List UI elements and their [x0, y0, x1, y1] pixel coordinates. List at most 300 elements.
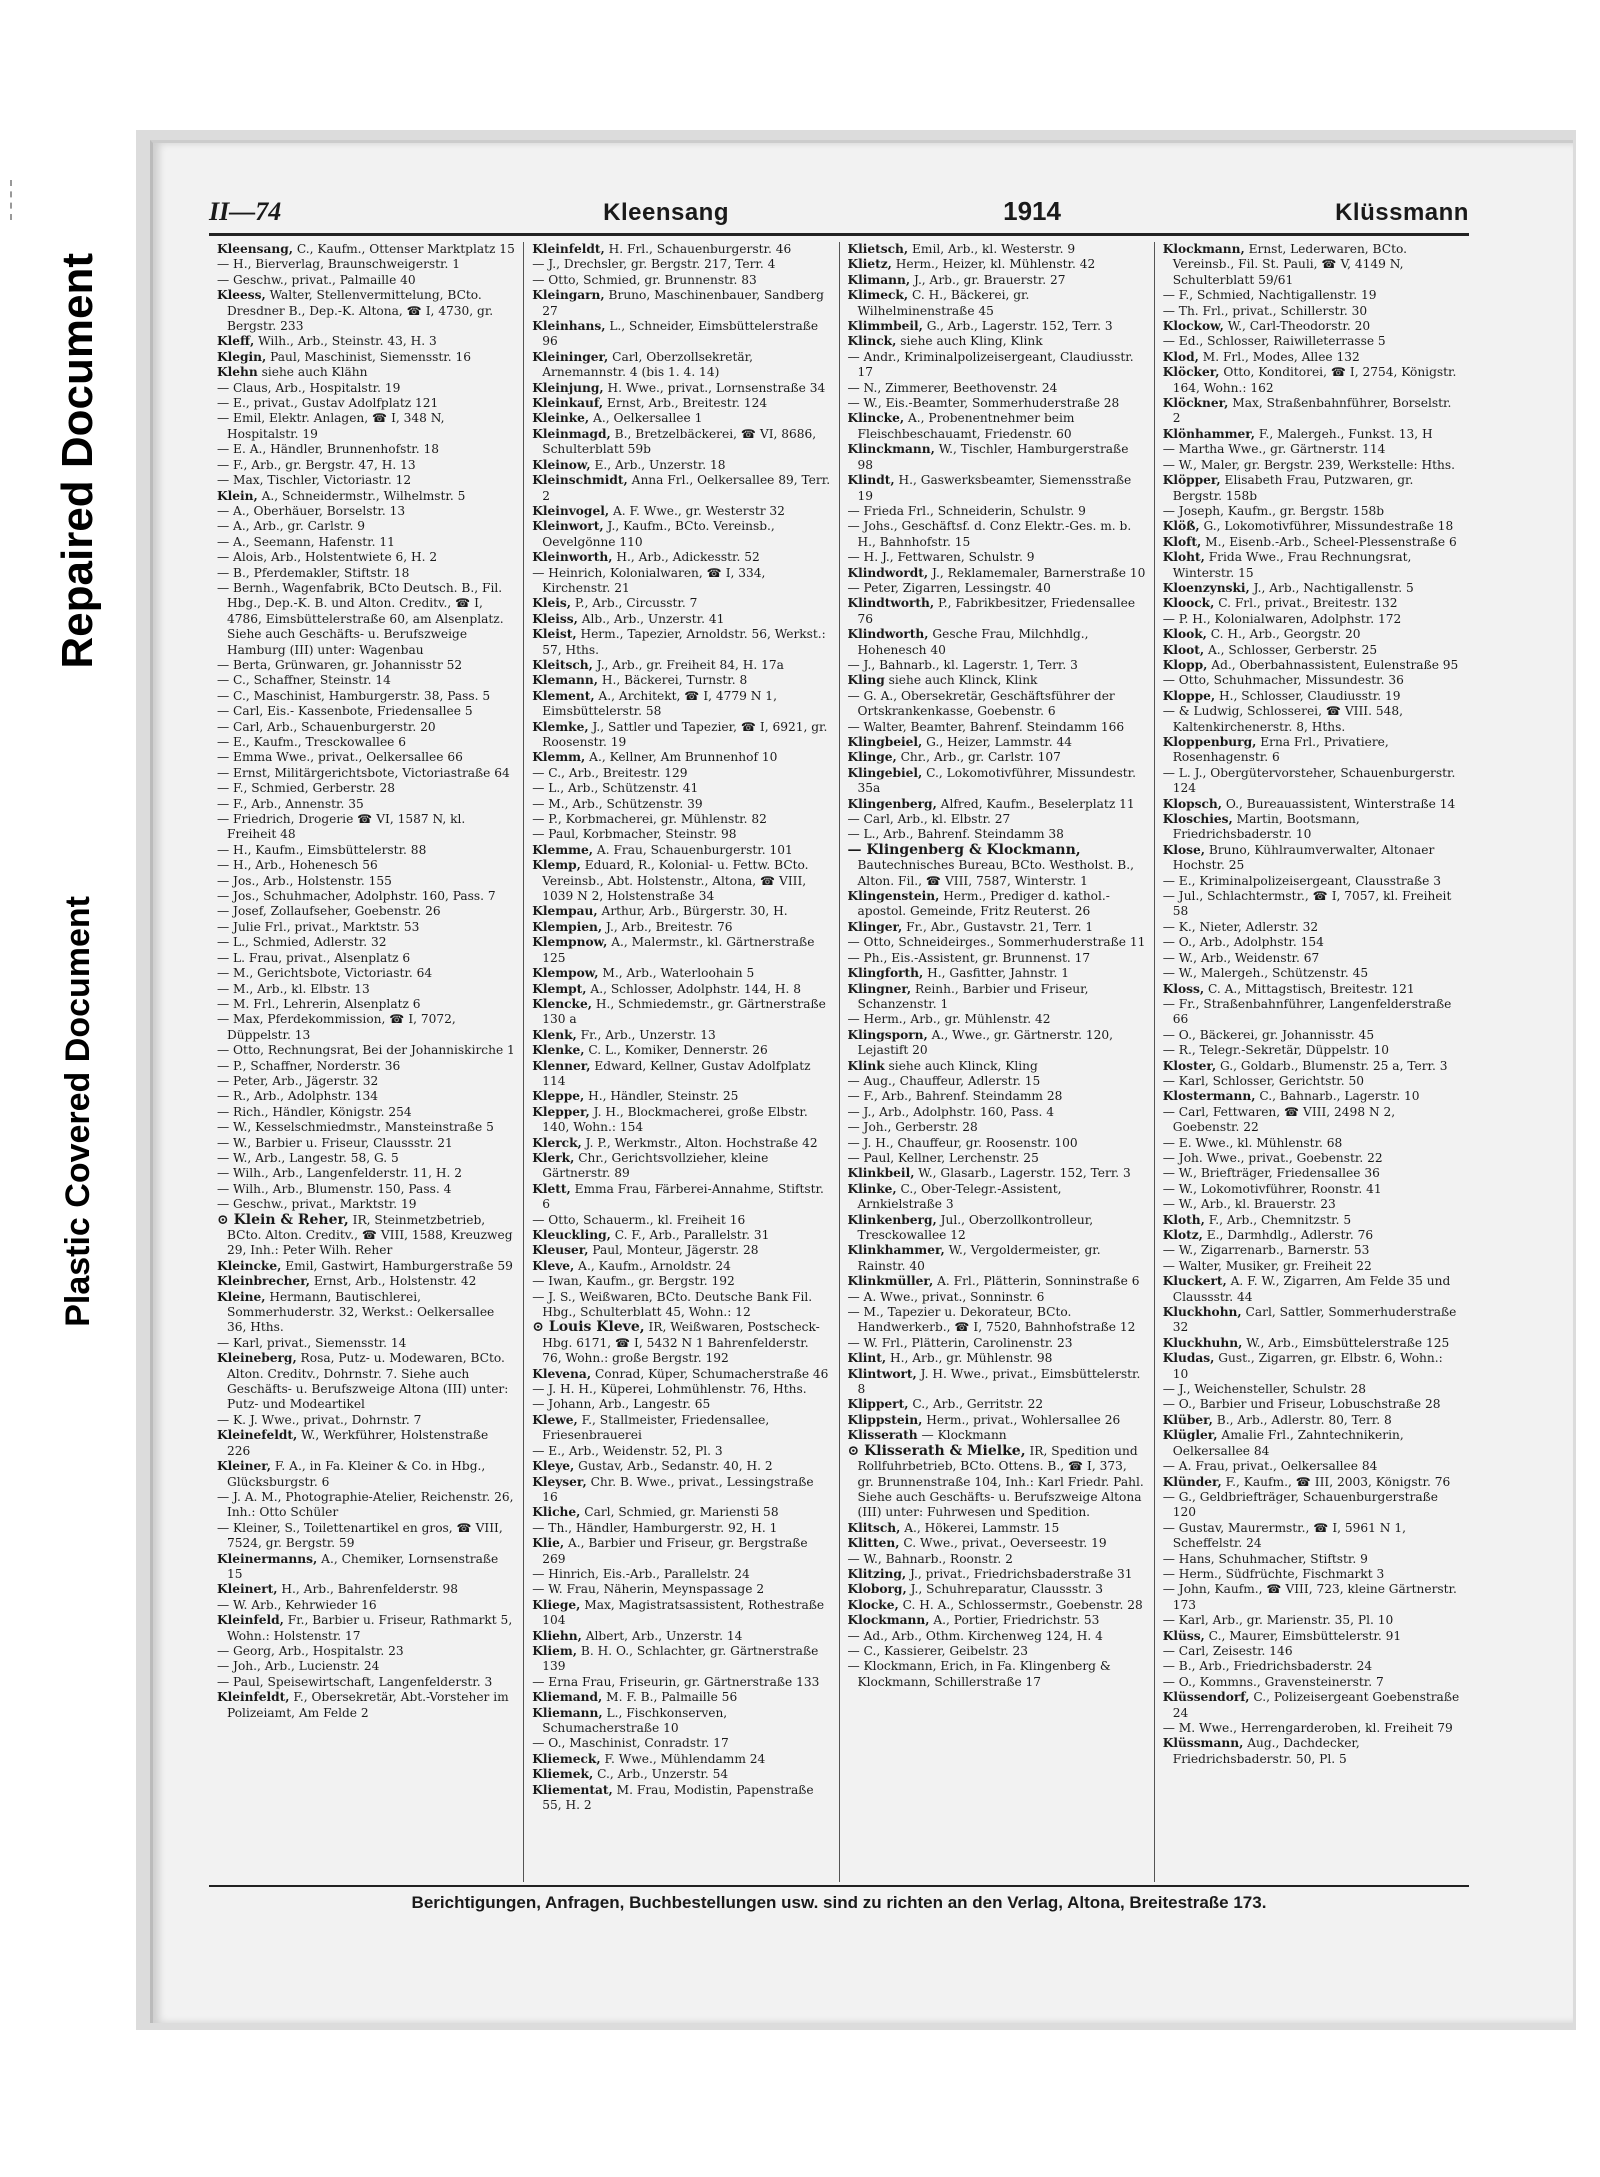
entry-details: — Rich., Händler, Königstr. 254	[217, 1104, 412, 1119]
directory-entry	[848, 1413, 1146, 1428]
entry-details: — J. H. H., Küperei, Lohmühlenstr. 76, Hths.	[532, 1382, 807, 1397]
entry-details: — W., Briefträger, Friedensallee 36	[1162, 1166, 1380, 1181]
entry-details: — J., Weichensteller, Schulstr. 28	[1162, 1382, 1367, 1397]
entry-details: C. F., Arb., Parallelstr. 31	[610, 1228, 770, 1242]
entry-details: Jul., Oberzollkontrolleur, Tresckowallee 12	[857, 1212, 1094, 1242]
entry-details: J., Arb., gr. Freiheit 84, H. 17a	[592, 657, 784, 672]
entry-details: — Carl, Arb., kl. Elbstr. 27	[847, 812, 1011, 827]
entry-details: A., Oelkersallee 1	[589, 411, 703, 426]
entry-details: Otto, Konditorei, ☎ I, 2754, Königstr. 164, Wohn.: 162	[1172, 365, 1457, 395]
directory-entry	[848, 334, 1146, 349]
entry-details: Gesche Frau, Milchhdlg., Hohenesch 40	[857, 627, 1089, 657]
entry-details: M. Frl., Modes, Allee 132	[1198, 349, 1360, 364]
entry-surname: Kleensang,	[217, 242, 293, 256]
entry-surname: Klitsch,	[847, 1520, 901, 1535]
entry-details: A., Probenentnehmer beim Fleischbeschauamt, Friedenstr. 60	[857, 411, 1075, 441]
entry-surname: Kloth,	[1162, 1212, 1205, 1227]
entry-details: Reinh., Barbier und Friseur, Schanzenstr. 1	[857, 981, 1089, 1011]
entry-surname: Kleinermanns,	[217, 1551, 318, 1566]
entry-details: Emil, Arb., kl. Westerstr. 9	[908, 242, 1076, 256]
entry-surname: Klempien,	[532, 919, 603, 934]
directory-entry	[532, 381, 830, 396]
entry-details: — R., Telegr.-Sekretär, Düppelstr. 10	[1162, 1043, 1390, 1058]
directory-entry	[1163, 704, 1461, 735]
entry-details: — J., Drechsler, gr. Bergstr. 217, Terr. 4	[532, 257, 776, 272]
entry-details: — Geschw., privat., Palmaille 40	[217, 272, 416, 287]
directory-entry	[217, 1690, 515, 1721]
directory-entry	[1163, 458, 1461, 473]
directory-entry	[532, 612, 830, 627]
entry-details: — C., Maschinist, Hamburgerstr. 38, Pass. 5	[217, 688, 491, 703]
entry-details: — Kleiner, S., Toilettenartikel en gros, ☎ VIII, 7524, gr. Bergstr. 59	[217, 1520, 503, 1551]
entry-details: — Frieda Frl., Schneiderin, Schulstr. 9	[847, 503, 1086, 518]
directory-entry	[532, 904, 830, 919]
entry-details: IR, Steinmetzbetrieb, BCto. Alton. Creditv., ☎ VIII, 1588, Kreuzweg 29, Inh.: Peter Wilh. Reher	[227, 1212, 513, 1258]
entry-details: A., Wwe., gr. Gärtnerstr. 120, Lejastift 20	[857, 1027, 1114, 1058]
entry-details: — Paul, Kellner, Lerchenstr. 25	[847, 1150, 1039, 1165]
entry-details: — H., Kaufm., Eimsbüttelerstr. 88	[217, 842, 427, 857]
entry-details: A., Hökerei, Lammstr. 15	[900, 1520, 1060, 1535]
entry-details: — M. Frl., Lehrerin, Alsenplatz 6	[217, 996, 421, 1011]
directory-entry	[1163, 735, 1461, 766]
directory-entry	[532, 843, 830, 858]
entry-details: Arthur, Arb., Bürgerstr. 30, H.	[597, 904, 788, 919]
entry-details: — Ad., Arb., Othm. Kirchenweg 124, H. 4	[847, 1628, 1103, 1643]
entry-surname: Klockow,	[1162, 319, 1224, 334]
entry-details: J., Kaufm., BCto. Vereinsb., Oevelgönne 110	[542, 519, 775, 549]
entry-details: A. Frl., Plätterin, Sonninstraße 6	[933, 1274, 1140, 1289]
entry-details: Ernst, Arb., Breitestr. 124	[603, 396, 768, 411]
directory-entry	[217, 720, 515, 735]
entry-details: — Hans, Schuhmacher, Stiftstr. 9	[1162, 1551, 1368, 1566]
directory-entry	[1163, 581, 1461, 596]
entry-details: — N., Zimmerer, Beethovenstr. 24	[847, 380, 1058, 395]
entry-details: L., Schneider, Eimsbüttelerstraße 96	[542, 319, 819, 349]
directory-entry	[848, 1629, 1146, 1644]
directory-entry	[848, 889, 1146, 920]
directory-entry	[848, 1367, 1146, 1398]
directory-entry	[532, 689, 830, 720]
directory-entry	[532, 350, 830, 381]
entry-surname: Klement,	[532, 688, 595, 703]
entry-surname: Kleppe,	[532, 1089, 585, 1104]
entry-details: Ad., Oberbahnassistent, Eulenstraße 95	[1207, 657, 1459, 672]
directory-entry	[532, 1367, 830, 1382]
entry-details: C. Frl., privat., Breitestr. 132	[1214, 596, 1398, 611]
entry-surname: Klindtworth,	[847, 596, 935, 611]
entry-surname: Klevena,	[532, 1366, 592, 1381]
entry-surname: Kleinmagd,	[532, 426, 611, 441]
directory-entry	[217, 1521, 515, 1552]
entry-details: Elisabeth Frau, Putzwaren, gr. Bergstr. 158b	[1172, 473, 1414, 503]
entry-details: Ernst, Arb., Holstenstr. 42	[309, 1274, 477, 1289]
directory-entry	[532, 1413, 830, 1444]
entry-surname: Klöckner,	[1162, 396, 1229, 411]
entry-details: — O., Bäckerei, gr. Johannisstr. 45	[1162, 1027, 1375, 1042]
entry-details: H., Arb., Bahrenfelderstr. 98	[277, 1582, 459, 1597]
entry-surname: Kleinke,	[532, 411, 590, 426]
directory-entry	[217, 1428, 515, 1459]
repaired-label: Repaired Document	[53, 253, 102, 670]
directory-entry	[217, 1613, 515, 1644]
directory-entry	[217, 334, 515, 349]
directory-entry	[1163, 766, 1461, 797]
directory-entry	[848, 766, 1146, 797]
entry-details: F., Malergeh., Funkst. 13, H	[1255, 426, 1433, 441]
entry-surname: Klempt,	[532, 981, 587, 996]
directory-columns	[209, 242, 1469, 1882]
entry-surname: Kloppenburg,	[1162, 735, 1257, 749]
entry-details: — Peter, Zigarren, Lessingstr. 40	[847, 580, 1051, 595]
directory-entry	[848, 504, 1146, 519]
entry-details: Martin, Bootsmann, Friedrichsbaderstr. 10	[1172, 812, 1360, 842]
entry-surname: Kloster,	[1162, 1058, 1217, 1073]
directory-entry	[848, 1428, 1146, 1443]
entry-surname: Klemke,	[532, 719, 589, 734]
directory-entry	[532, 1675, 830, 1690]
directory-entry	[848, 257, 1146, 272]
directory-entry	[217, 1182, 515, 1197]
entry-details: — G., Geldbriefträger, Schauenburgerstraße 120	[1162, 1489, 1438, 1520]
directory-entry	[848, 1274, 1146, 1289]
entry-surname: Klose,	[1162, 842, 1205, 857]
entry-details: H. Wwe., privat., Lornsenstraße 34	[603, 380, 826, 395]
entry-details: Chr., Gerichtsvollzieher, kleine Gärtnerstr. 89	[542, 1150, 769, 1181]
directory-entry	[1163, 1043, 1461, 1058]
entry-details: — W. Arb., Kehrwieder 16	[217, 1597, 377, 1612]
entry-details: — Otto, Schmied, gr. Brunnenstr. 83	[532, 272, 757, 287]
entry-details: Aug., Dachdecker, Friedrichsbaderstr. 50, Pl. 5	[1172, 1736, 1360, 1766]
entry-details: W., Glasarb., Lagerstr. 152, Terr. 3	[914, 1166, 1131, 1181]
entry-surname: Klietsch,	[847, 242, 909, 256]
entry-details: — E. A., Händler, Brunnenhofstr. 18	[217, 442, 440, 457]
entry-surname: Klemme,	[532, 842, 594, 857]
entry-details: siehe auch Klinck, Klink	[884, 673, 1038, 688]
directory-entry	[1163, 1074, 1461, 1089]
entry-details: A., Kaufm., Arnoldstr. 24	[574, 1258, 731, 1273]
entry-details: Eduard, R., Kolonial- u. Fettw. BCto. Vereinsb., Abt. Holstenstr., Altona, ☎ VIII, 1039 N 2, Holstenstraße 34	[542, 858, 809, 904]
entry-surname: Klüber,	[1162, 1412, 1213, 1427]
entry-details: M., Eisenb.-Arb., Scheel-Plessenstraße 6	[1201, 534, 1457, 549]
entry-details: — F., Schmied, Nachtigallenstr. 19	[1162, 288, 1377, 303]
directory-entry	[532, 812, 830, 827]
entry-details: — P., Korbmacherei, gr. Mühlenstr. 82	[532, 812, 767, 827]
entry-details: — P., Schaffner, Norderstr. 36	[217, 1058, 401, 1073]
directory-entry	[1163, 1336, 1461, 1351]
directory-entry	[532, 1274, 830, 1289]
entry-details: Carl, Oberzollsekretär, Arnemannstr. 4 (bis 1. 4. 14)	[542, 349, 754, 380]
entry-details: W., Tischler, Hamburgerstraße 98	[857, 442, 1129, 472]
directory-entry	[532, 519, 830, 550]
entry-details: — Julie Frl., privat., Marktstr. 53	[217, 919, 420, 934]
directory-entry	[217, 658, 515, 673]
directory-entry	[1163, 966, 1461, 981]
directory-entry	[532, 1182, 830, 1213]
publisher-footer: Berichtigungen, Anfragen, Buchbestellungen usw. sind zu richten an den Verlag, Altona, Breitestraße 173.	[209, 1885, 1469, 1913]
directory-entry	[1163, 334, 1461, 349]
directory-entry	[848, 920, 1146, 935]
directory-entry	[532, 1397, 830, 1412]
directory-entry	[532, 1475, 830, 1506]
directory-entry	[1163, 519, 1461, 534]
entry-details: — W., Lokomotivführer, Roonstr. 41	[1162, 1181, 1382, 1196]
directory-entry	[217, 1259, 515, 1274]
directory-entry	[532, 982, 830, 997]
entry-surname: Klippert,	[847, 1397, 909, 1412]
entry-details: — Carl, Fettwaren, ☎ VIII, 2498 N 2, Goebenstr. 22	[1162, 1104, 1396, 1135]
entry-surname: Klinke,	[847, 1181, 897, 1196]
entry-details: — Paul, Korbmacher, Steinstr. 98	[532, 827, 737, 842]
directory-entry	[217, 535, 515, 550]
directory-entry	[217, 257, 515, 272]
entry-details: J., Schuhreparatur, Claussstr. 3	[906, 1582, 1104, 1597]
entry-details: P., Arb., Circusstr. 7	[570, 596, 698, 611]
directory-entry	[532, 1105, 830, 1136]
directory-entry	[217, 1166, 515, 1181]
entry-surname: Klett,	[532, 1181, 571, 1196]
entry-surname: ⊙ Klein & Reher,	[217, 1211, 349, 1228]
directory-entry	[848, 673, 1146, 688]
directory-entry	[1163, 627, 1461, 642]
entry-details: — M. Wwe., Herrengarderoben, kl. Freiheit 79	[1162, 1721, 1453, 1735]
directory-entry	[532, 766, 830, 781]
directory-entry	[532, 1320, 830, 1366]
entry-surname: Kloht,	[1162, 550, 1205, 565]
directory-entry	[532, 935, 830, 966]
directory-entry	[1163, 982, 1461, 997]
directory-entry	[848, 550, 1146, 565]
directory-entry	[217, 812, 515, 843]
directory-entry	[1163, 1197, 1461, 1212]
entry-surname: Kleye,	[532, 1459, 575, 1474]
entry-details: A. F. W., Zigarren, Am Felde 35 und Claussstr. 44	[1172, 1274, 1451, 1304]
entry-details: — L., Arb., Schützenstr. 41	[532, 781, 699, 796]
entry-details: — Georg, Arb., Hospitalstr. 23	[217, 1643, 404, 1658]
entry-details: — W., Bahnarb., Roonstr. 2	[847, 1551, 1013, 1566]
entry-details: E., Arb., Unzerstr. 18	[590, 457, 726, 472]
directory-entry	[532, 257, 830, 272]
directory-entry	[1163, 242, 1461, 288]
entry-details: — M., Tapezier u. Dekorateur, BCto. Handwerkerb., ☎ I, 7520, Bahnhofstraße 12	[847, 1305, 1136, 1335]
entry-details: J. H. Wwe., privat., Eimsbüttelerstr. 8	[857, 1366, 1141, 1397]
directory-entry	[532, 1228, 830, 1243]
entry-surname: Kleiss,	[532, 611, 578, 626]
directory-entry	[532, 396, 830, 411]
entry-details: — J. S., Weißwaren, BCto. Deutsche Bank Fil. Hbg., Schulterblatt 45, Wohn.: 12	[532, 1289, 813, 1320]
entry-details: Ernst, Lederwaren, BCto. Vereinsb., Fil. St. Pauli, ☎ V, 4149 N, Schulterblatt 59/61	[1172, 242, 1407, 287]
entry-details: — Th. Frl., privat., Schillerstr. 30	[1162, 303, 1368, 318]
entry-surname: Klemp,	[532, 858, 581, 873]
entry-details: Max, Straßenbahnführer, Borselstr. 2	[1172, 396, 1452, 426]
directory-entry	[217, 273, 515, 288]
entry-details: — A., Arb., gr. Carlstr. 9	[217, 519, 366, 534]
entry-surname: Kleyser,	[532, 1474, 587, 1489]
entry-details: H. Frl., Schauenburgerstr. 46	[604, 242, 792, 256]
entry-details: Bruno, Maschinenbauer, Sandberg 27	[542, 288, 824, 318]
directory-page	[209, 185, 1469, 1985]
entry-details: — Gustav, Maurermstr., ☎ I, 5961 N 1, Scheffelstr. 24	[1162, 1520, 1406, 1551]
edge-marker	[10, 180, 18, 220]
directory-entry	[217, 966, 515, 981]
directory-entry	[848, 1012, 1146, 1027]
entry-surname: Kloss,	[1162, 981, 1205, 996]
directory-entry	[848, 411, 1146, 442]
plastic-covered-label: Plastic Covered Document	[58, 895, 97, 1327]
directory-entry	[848, 935, 1146, 950]
directory-entry	[848, 1290, 1146, 1305]
entry-details: Emil, Gastwirt, Hamburgerstraße 59	[281, 1258, 513, 1273]
entry-details: — O., Maschinist, Conradstr. 17	[532, 1736, 729, 1751]
entry-details: — W., Arb., Weidenstr. 67	[1162, 950, 1320, 965]
entry-surname: Klook,	[1162, 627, 1207, 642]
directory-entry	[532, 858, 830, 904]
entry-details: Herm., Tapezier, Arnoldstr. 56, Werkst.: 57, Hths.	[542, 627, 826, 657]
entry-details: — R., Arb., Adolphstr. 134	[217, 1089, 379, 1104]
directory-entry	[1163, 1028, 1461, 1043]
entry-details: A., Architekt, ☎ I, 4779 N 1, Eimsbüttelerstr. 58	[542, 688, 777, 719]
entry-surname: Klint,	[847, 1351, 887, 1366]
entry-surname: Klockmann,	[847, 1613, 930, 1628]
directory-entry	[848, 1213, 1146, 1244]
directory-entry	[532, 550, 830, 565]
directory-entry	[217, 1197, 515, 1212]
entry-surname: Kleinfeldt,	[217, 1690, 290, 1705]
entry-surname: Klink	[847, 1058, 885, 1073]
directory-entry	[1163, 1521, 1461, 1552]
entry-details: Chr., Arb., gr. Carlstr. 107	[896, 750, 1061, 765]
entry-details: — Karl, Arb., gr. Marienstr. 35, Pl. 10	[1162, 1613, 1394, 1628]
entry-surname: Kleitsch,	[532, 657, 593, 672]
entry-details: E., Darmhdlg., Adlerstr. 76	[1202, 1228, 1374, 1242]
entry-details: — B., Arb., Friedrichsbaderstr. 24	[1162, 1659, 1373, 1674]
entry-details: Herm., privat., Wohlersallee 26	[922, 1412, 1121, 1427]
directory-entry	[217, 458, 515, 473]
entry-details: — Claus, Arb., Hospitalstr. 19	[217, 380, 401, 395]
column-3	[840, 242, 1155, 1882]
entry-details: — O., Arb., Adolphstr. 154	[1162, 935, 1324, 950]
directory-entry	[532, 1028, 830, 1043]
directory-entry	[1163, 1459, 1461, 1474]
directory-entry	[217, 1059, 515, 1074]
directory-entry	[217, 1089, 515, 1104]
entry-details: W., Werkführer, Holstenstraße 226	[227, 1428, 489, 1458]
entry-surname: Klingenstein,	[847, 889, 940, 904]
directory-entry	[848, 1552, 1146, 1567]
entry-surname: Klempow,	[532, 966, 599, 981]
entry-surname: Kliehn,	[532, 1628, 582, 1643]
entry-surname: Kleincke,	[217, 1258, 282, 1273]
entry-surname: Klinkbeil,	[847, 1166, 915, 1181]
entry-details: IR, Weißwaren, Postscheck-Hbg. 6171, ☎ I, 5432 N 1 Bahrenfelderstr. 76, Wohn.: große Bergstr. 192	[542, 1320, 820, 1366]
directory-entry	[848, 827, 1146, 842]
directory-entry	[532, 1736, 830, 1751]
entry-details: Herm., Prediger d. kathol.-apostol. Gemeinde, Fritz Reuterst. 26	[857, 889, 1110, 919]
entry-details: Paul, Monteur, Jägerstr. 28	[588, 1243, 759, 1258]
entry-surname: Kliem,	[532, 1643, 577, 1658]
entry-surname: Kleff,	[217, 334, 255, 349]
entry-surname: Klemm,	[532, 750, 586, 765]
entry-details: A., Schlosser, Gerberstr. 25	[1204, 642, 1378, 657]
entry-surname: Kleinfeld,	[217, 1613, 284, 1628]
entry-surname: Klöpper,	[1162, 473, 1221, 488]
directory-entry	[1163, 1089, 1461, 1104]
directory-entry	[532, 1213, 830, 1228]
entry-surname: Klippstein,	[847, 1412, 923, 1427]
directory-entry	[217, 550, 515, 565]
entry-surname: Kluckhohn,	[1162, 1305, 1242, 1320]
entry-surname: Kleinefeldt,	[217, 1428, 298, 1443]
entry-surname: Kliemann,	[532, 1705, 603, 1720]
directory-entry	[532, 673, 830, 688]
entry-details: A., Schneidermstr., Wilhelmstr. 5	[257, 488, 466, 503]
directory-entry	[1163, 535, 1461, 550]
entry-surname: Klopsch,	[1162, 796, 1223, 811]
entry-details: G., Goldarb., Blumenstr. 25 a, Terr. 3	[1216, 1058, 1448, 1073]
entry-details: — Ph., Eis.-Assistent, gr. Brunnenst. 17	[847, 950, 1091, 965]
directory-entry	[532, 1598, 830, 1629]
directory-entry	[848, 273, 1146, 288]
entry-details: — Martha Wwe., gr. Gärtnerstr. 114	[1162, 442, 1386, 457]
entry-details: — M., Gerichtsbote, Victoriastr. 64	[217, 966, 433, 981]
directory-entry	[848, 319, 1146, 334]
entry-surname: — Klingenberg & Klockmann,	[847, 841, 1081, 858]
entry-details: B., Bretzelbäckerei, ☎ VI, 8686, Schulterblatt 59b	[542, 426, 817, 457]
column-2	[524, 242, 839, 1882]
directory-entry	[1163, 396, 1461, 427]
entry-details: F., Kaufm., ☎ III, 2003, Königstr. 76	[1221, 1474, 1451, 1489]
directory-entry	[1163, 612, 1461, 627]
entry-surname: Klinger,	[847, 919, 903, 934]
entry-details: C., Arb., Unzerstr. 54	[593, 1767, 729, 1782]
entry-details: — Otto, Schauerm., kl. Freiheit 16	[532, 1212, 746, 1227]
entry-surname: Kleist,	[532, 627, 577, 642]
entry-details: — H., Arb., Hohenesch 56	[217, 858, 378, 873]
left-keyword: Kleensang	[603, 199, 729, 226]
entry-surname: Kloock,	[1162, 596, 1215, 611]
entry-details: — F., Arb., Annenstr. 35	[217, 796, 364, 811]
directory-entry	[848, 1582, 1146, 1597]
entry-details: J. H., Blockmacherei, große Elbstr. 140, Wohn.: 154	[542, 1104, 808, 1135]
directory-entry	[848, 381, 1146, 396]
directory-entry	[1163, 1613, 1461, 1628]
directory-entry	[217, 1582, 515, 1597]
directory-entry	[217, 1105, 515, 1120]
entry-surname: Klingforth,	[847, 966, 924, 981]
entry-details: Erna Frl., Privatiere, Rosenhagenstr. 6	[1172, 735, 1389, 765]
directory-entry	[217, 951, 515, 966]
entry-details: — F., Arb., Bahrenf. Steindamm 28	[847, 1089, 1063, 1104]
entry-details: Wilh., Arb., Steinstr. 43, H. 3	[254, 334, 437, 349]
entry-surname: Klingebiel,	[847, 765, 923, 780]
entry-surname: Klincke,	[847, 411, 905, 426]
entry-surname: Klüssendorf,	[1162, 1690, 1250, 1705]
entry-details: C. H., Arb., Georgstr. 20	[1206, 627, 1361, 642]
directory-entry	[217, 781, 515, 796]
directory-entry	[217, 889, 515, 904]
entry-details: — Berta, Grünwaren, gr. Johannisstr 52	[217, 657, 463, 672]
entry-surname: Kliementat,	[532, 1782, 613, 1797]
entry-details: Amalie Frl., Zahntechnikerin, Oelkersallee 84	[1172, 1428, 1404, 1458]
entry-details: Alb., Arb., Unzerstr. 41	[577, 611, 725, 626]
entry-details: — Alois, Arb., Holstentwiete 6, H. 2	[217, 550, 438, 565]
directory-entry	[532, 1752, 830, 1767]
entry-details: — A. Frau, privat., Oelkersallee 84	[1162, 1459, 1378, 1474]
directory-entry	[217, 381, 515, 396]
entry-details: H., Gasfitter, Jahnstr. 1	[923, 966, 1070, 981]
document-sheet	[150, 140, 1573, 2023]
entry-surname: Kleineberg,	[217, 1351, 297, 1366]
directory-entry	[532, 997, 830, 1028]
